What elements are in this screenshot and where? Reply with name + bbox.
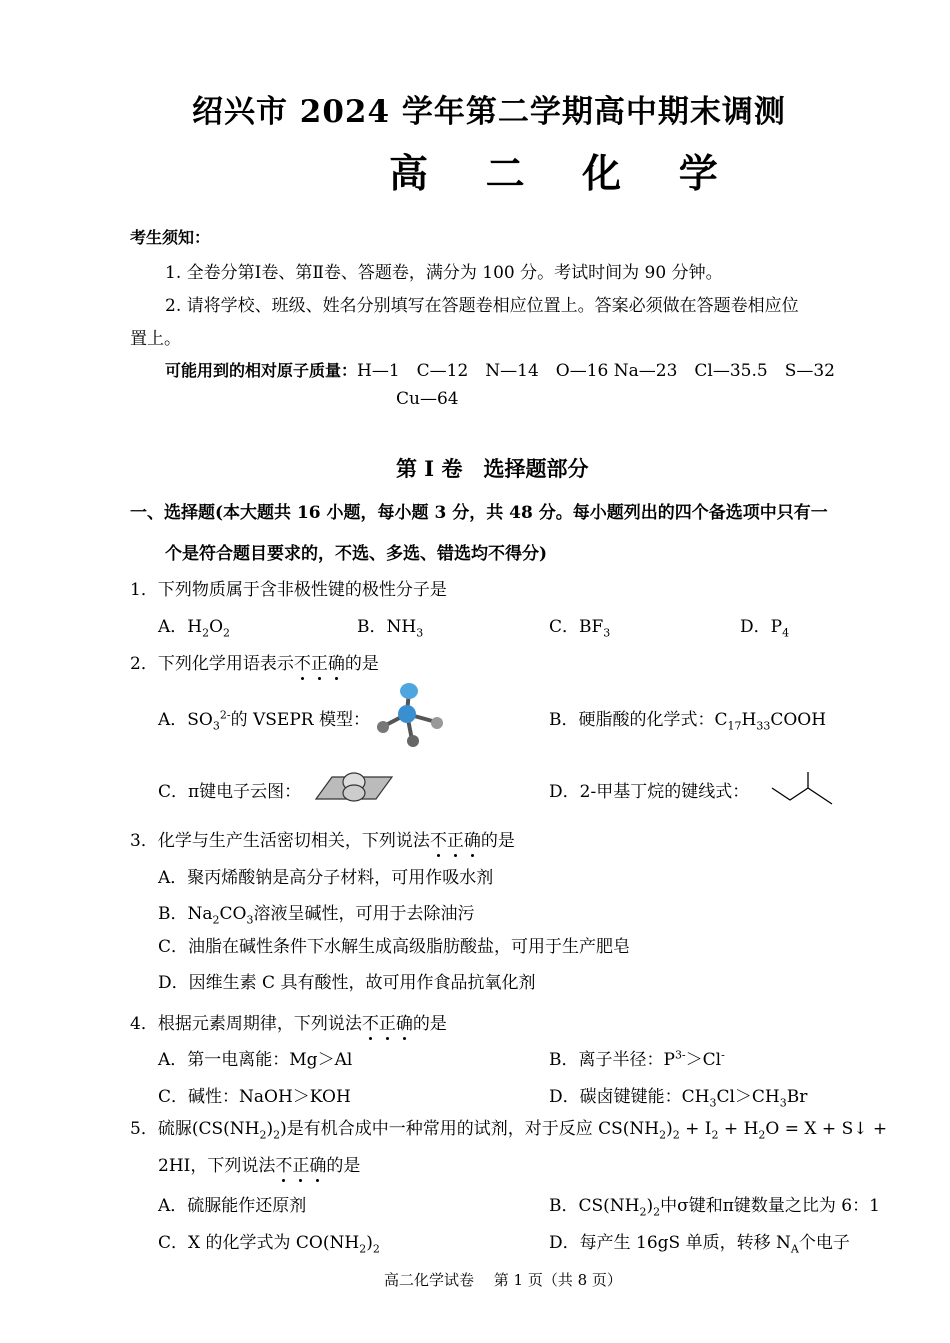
skeletal-formula-image	[770, 770, 836, 806]
notice-heading: 考生须知：	[130, 228, 211, 247]
question-1-option-a: A．$H_2O_2$	[158, 617, 231, 640]
question-5-option-b: B．$CS(NH_2)_2$中σ键和π键数量之比为 6：1	[549, 1196, 880, 1219]
notice-item-2-line2: 置上。	[130, 329, 181, 349]
question-5-stem-line2: 2HI，下列说法不正确的是	[158, 1151, 360, 1176]
atomic-mass-line	[165, 356, 835, 381]
question-5-option-c: C．X 的化学式为 $CO(NH_2)_2$	[158, 1233, 380, 1256]
section-title: 第 I 卷 选择题部分	[396, 456, 589, 481]
question-3-option-a: A．聚丙烯酸钠是高分子材料，可用作吸水剂	[158, 868, 494, 888]
atomic-mass-label: 可能用到的相对原子质量：	[165, 361, 358, 380]
question-4-stem: 4．根据元素周期律，下列说法不正确的是	[130, 1009, 447, 1034]
question-2-stem: 2．下列化学用语表示不正确的是	[130, 649, 379, 674]
question-2-option-a: A．$SO_3^{2-}$的 VSEPR 模型：	[158, 708, 370, 733]
section-desc-line1: 一、选择题(本大题共 16 小题，每小题 3 分，共 48 分。每小题列出的四个备选项中只有一	[130, 503, 828, 523]
question-3-option-d: D．因维生素 C 具有酸性，故可用作食品抗氧化剂	[158, 973, 536, 993]
notice-item-1: 1. 全卷分第Ⅰ卷、第Ⅱ卷、答题卷，满分为 100 分。考试时间为 90 分钟。	[165, 263, 723, 283]
question-4-option-b: B．离子半径：$P^{3-}>Cl^-$	[549, 1048, 725, 1070]
question-1-option-b: B．$NH_3$	[357, 617, 424, 640]
question-1-option-c: C．$BF_3$	[549, 617, 611, 640]
vsepr-model-image	[372, 682, 448, 750]
question-4-option-c: C．碱性：NaOH＞KOH	[158, 1087, 351, 1107]
atomic-mass-values: H—1 C—12 N—14 O—16 Na—23 Cl—35.5 S—32	[357, 361, 835, 381]
question-5-option-d: D．每产生 16gS 单质，转移 $N_A$个电子	[549, 1233, 850, 1256]
section-desc-line2: 个是符合题目要求的，不选、多选、错选均不得分)	[165, 544, 548, 564]
notice-item-2-line1: 2. 请将学校、班级、姓名分别填写在答题卷相应位置上。答案必须做在答题卷相应位	[165, 296, 799, 316]
exam-title: 绍兴市 2024 学年第二学期高中期末调测	[192, 94, 786, 130]
question-5-stem-line1: 5．硫脲$(CS(NH_2)_2)$是有机合成中一种常用的试剂，对于反应 $CS(NH_2)_2 + I_2 + H_2O = X$ + S↓ +	[130, 1119, 888, 1142]
atomic-mass-values-2: Cu—64	[396, 389, 459, 409]
question-2-option-d: D．2-甲基丁烷的键线式：	[549, 782, 750, 802]
page-footer: 高二化学试卷 第 1 页（共 8 页）	[384, 1271, 622, 1289]
question-1-option-d: D．$P_4$	[740, 617, 790, 640]
question-5-option-a: A．硫脲能作还原剂	[158, 1196, 307, 1216]
pi-bond-cloud-image	[314, 771, 394, 803]
question-2-option-b: B．硬脂酸的化学式：$C_{17}H_{33}COOH$	[549, 710, 827, 733]
question-3-stem: 3．化学与生产生活密切相关，下列说法不正确的是	[130, 826, 515, 851]
question-1-stem: 1．下列物质属于含非极性键的极性分子是	[130, 580, 447, 600]
question-4-option-d: D．碳卤键键能：$CH_3Cl>CH_3Br$	[549, 1087, 808, 1110]
question-4-option-a: A．第一电离能：Mg＞Al	[158, 1050, 353, 1070]
question-3-option-b: B．$Na_2CO_3$溶液呈碱性，可用于去除油污	[158, 904, 475, 927]
question-2-option-c: C．π键电子云图：	[158, 782, 302, 802]
question-3-option-c: C．油脂在碱性条件下水解生成高级脂肪酸盐，可用于生产肥皂	[158, 937, 631, 957]
subject-title: 高 二 化 学	[389, 151, 740, 197]
